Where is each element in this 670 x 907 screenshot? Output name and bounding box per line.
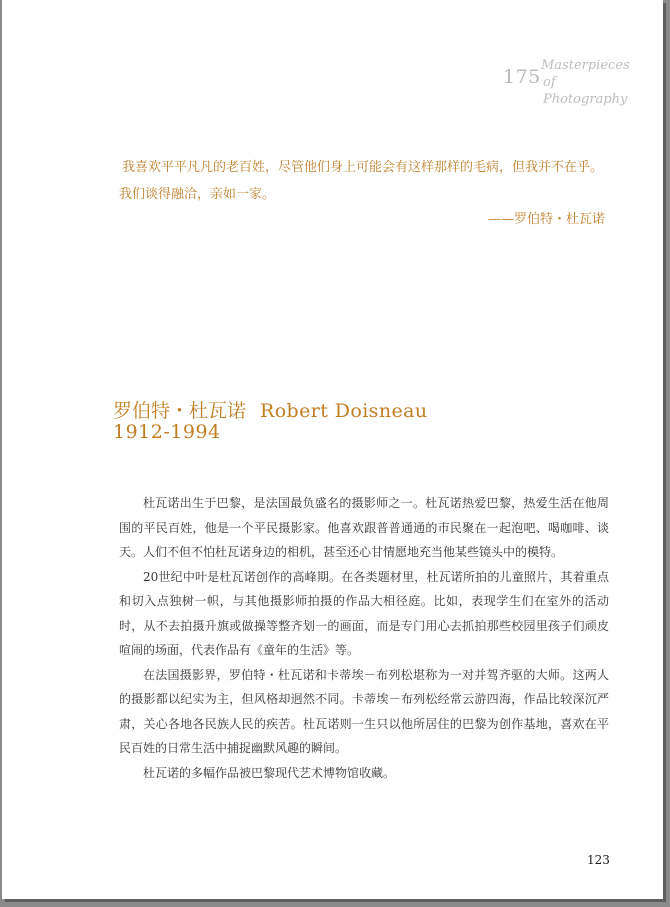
paragraph: 20世纪中叶是杜瓦诺创作的高峰期。在各类题材里，杜瓦诺所拍的儿童照片，其着重点和切入点独树一帜，与其他摄影师拍摄的作品大相径庭。比如，表现学生们在室外的活动时，从不去拍摄升旗或做操等整齐划一的画面，而是专门用心去抓拍那些校园里孩子们顽皮喧闹的场面，代表作品有《童年的生活》等。: [119, 569, 609, 657]
paragraph: 在法国摄影界，罗伯特・杜瓦诺和卡蒂埃－布列松堪称为一对并驾齐驱的大师。这两人的摄影都以纪实为主，但风格却迥然不同。卡蒂埃－布列松经常云游四海，作品比较深沉严肃，关心各地各民族人民的疾苦。杜瓦诺则一生只以他所居住的巴黎为创作基地，喜欢在平民百姓的日常生活中捕捉幽默风趣的瞬间。: [119, 667, 609, 755]
header-series-title: [541, 57, 641, 108]
series-title-line1: Masterpieces: [541, 58, 630, 73]
title-name-en: Robert Doisneau: [260, 400, 428, 422]
title-name-cn: 罗伯特・杜瓦诺: [113, 400, 247, 422]
title-years: 1912-1994: [113, 421, 221, 443]
paragraph: 杜瓦诺的多幅作品被巴黎现代艺术博物馆收藏。: [143, 765, 396, 780]
section-title: [113, 396, 427, 423]
quote-attribution: ——罗伯特・杜瓦诺: [487, 212, 605, 227]
quote-text: 我喜欢平平凡凡的老百姓，尽管他们身上可能会有这样那样的毛病，但我并不在乎。我们谈得融洽，亲如一家。: [119, 160, 604, 202]
book-page: [2, 0, 663, 899]
header-page-number: 175: [503, 66, 541, 88]
footer-page-number: 123: [587, 853, 610, 867]
series-title-line2: of Photography: [543, 75, 628, 107]
paragraph: 杜瓦诺出生于巴黎，是法国最负盛名的摄影师之一。杜瓦诺热爱巴黎，热爱生活在他周围的平民百姓，他是一个平民摄影家。他喜欢跟普普通通的市民聚在一起泡吧、喝咖啡、谈天。人们不但不怕杜瓦诺身边的相机，甚至还心甘情愿地充当他某些镜头中的模特。: [119, 496, 609, 559]
body-text: [119, 491, 609, 785]
